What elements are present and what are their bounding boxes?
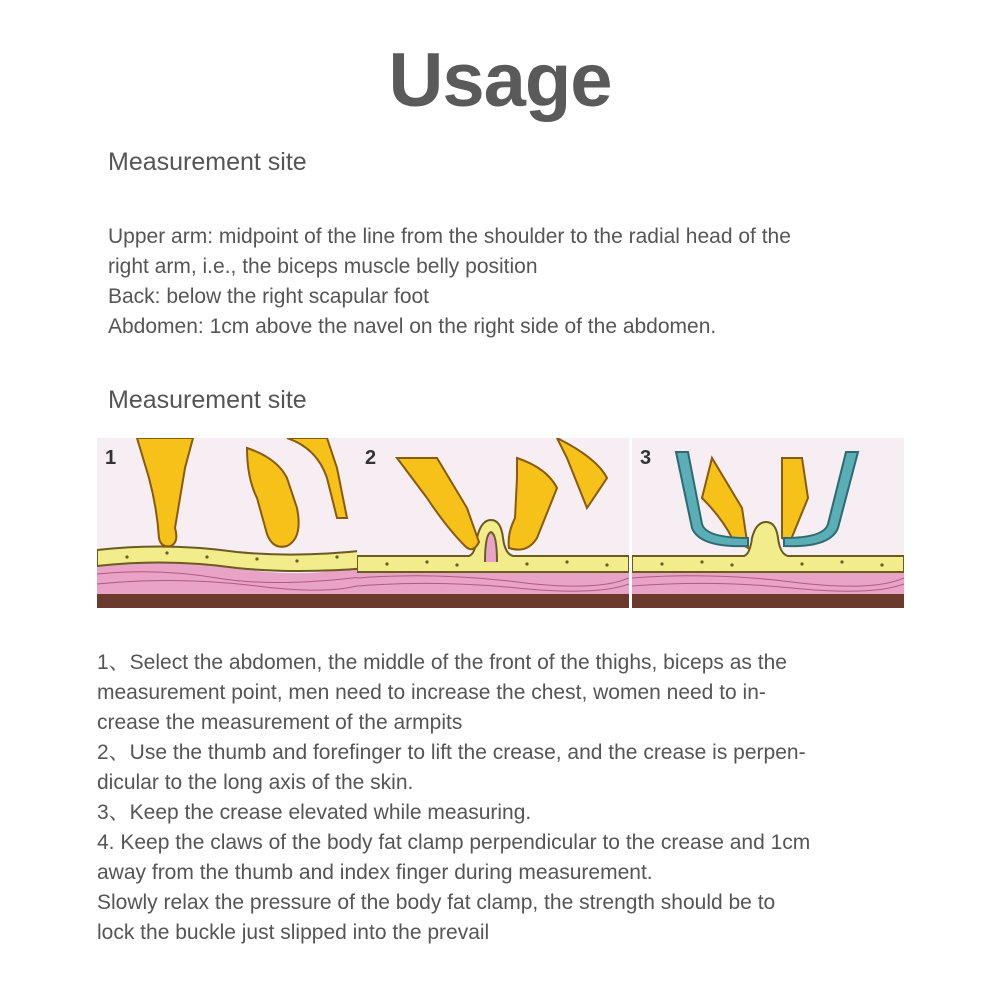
step-line: 1、Select the abdomen, the middle of the front of the thighs, biceps as the bbox=[97, 651, 787, 674]
site-line: Back: below the right scapular foot bbox=[108, 285, 430, 308]
section-heading-measurement-site: Measurement site bbox=[108, 148, 307, 176]
step-line: away from the thumb and index finger during measurement. bbox=[97, 861, 653, 884]
step-line: crease the measurement of the armpits bbox=[97, 711, 463, 734]
step-line: 2、Use the thumb and forefinger to lift the crease, and the crease is perpen- bbox=[97, 741, 806, 764]
page-title: Usage bbox=[388, 38, 612, 123]
step-line: lock the buckle just slipped into the prevail bbox=[97, 921, 490, 944]
illustration-panel-2 bbox=[357, 438, 629, 608]
illustration-panel-3 bbox=[632, 438, 904, 608]
panel-number: 2 bbox=[365, 447, 377, 469]
section-heading-measurement-site-illustrations: Measurement site bbox=[108, 386, 307, 414]
step-line: 4. Keep the claws of the body fat clamp perpendicular to the crease and 1cm bbox=[97, 831, 811, 854]
step-line: dicular to the long axis of the skin. bbox=[97, 771, 414, 794]
site-line: Abdomen: 1cm above the navel on the right side of the abdomen. bbox=[108, 315, 717, 338]
site-line: Upper arm: midpoint of the line from the shoulder to the radial head of the bbox=[108, 225, 791, 248]
measurement-site-list bbox=[108, 222, 908, 342]
step-line: Slowly relax the pressure of the body fat clamp, the strength should be to bbox=[97, 891, 776, 914]
illustration-panel-1 bbox=[97, 438, 369, 608]
instruction-steps bbox=[97, 648, 897, 948]
panel-number: 3 bbox=[640, 447, 652, 469]
site-line: right arm, i.e., the biceps muscle belly position bbox=[108, 255, 538, 278]
step-line: 3、Keep the crease elevated while measuring. bbox=[97, 801, 532, 824]
step-line: measurement point, men need to increase the chest, women need to in- bbox=[97, 681, 766, 704]
panel-number: 1 bbox=[105, 447, 117, 469]
